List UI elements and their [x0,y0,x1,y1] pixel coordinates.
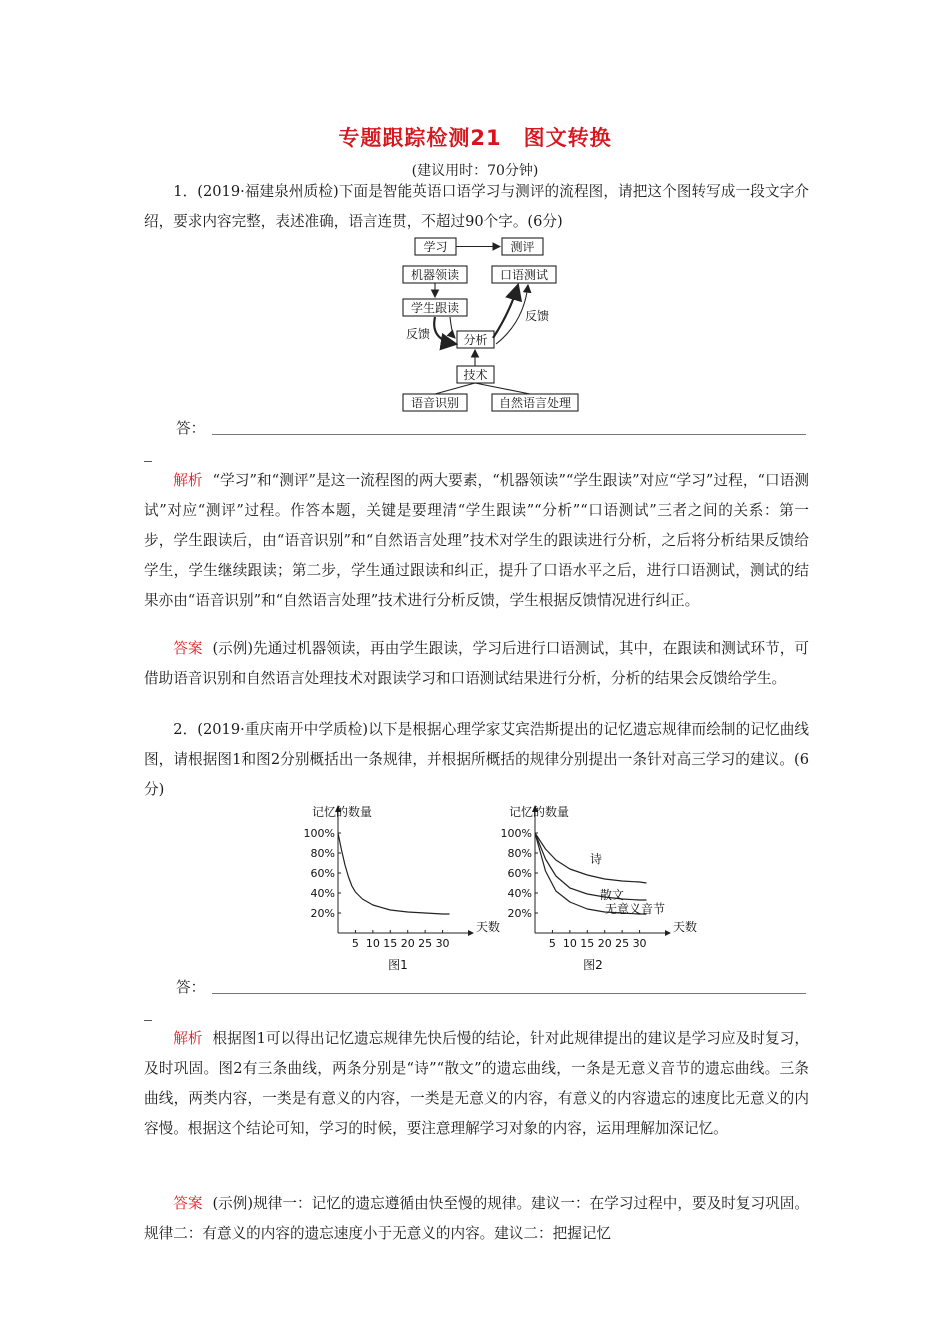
x-tick-label: 15 [383,937,398,950]
y-tick-label: 100% [303,827,335,840]
analysis-text-1: “学习”和“测评”是这一流程图的两大要素，“机器领读”“学生跟读”对应“学习”过程，“口语测试”对应“测评”过程。作答本题，关键是要理清“学生跟读”“分析”“口语测试”三者之间的关系：第一步，学生跟读后，由“语音识别”和“自然语言处理”技术对学生的跟读进行分析，之后将分析结果反馈给学生，学生继续跟读；第二步，学生通过跟读和纠正，提升了口语水平之后，进行口语测试，测试的结果亦由“语音识别”和“自然语言处理”技术进行分析反馈，学生根据反馈情况进行纠正。 [144,472,809,609]
x-tick-label: 20 [400,937,415,950]
series-line [338,833,450,914]
y-tick-label: 60% [507,867,532,880]
answer-label-2: 答： [176,979,206,996]
y-tick-label: 100% [500,827,532,840]
x-tick-label: 30 [632,937,647,950]
series-label: 无意义音节 [605,902,666,916]
analysis-tag-2: 解析 [173,1030,203,1047]
x-tick-label: 25 [418,937,433,950]
page-title: 专题跟踪检测21 图文转换 [338,126,612,150]
feedback-left-label: 反馈 [405,327,431,341]
chart-figure-2 [497,800,697,980]
series-line [535,833,647,900]
nlp-label: 自然语言处理 [498,396,572,410]
answer-text-2: (示例)规律一：记忆的遗忘遵循由快至慢的规律。建议一：在学习过程中，要及时复习巩固。规律二：有意义的内容的遗忘速度小于无意义的内容。建议二：把握记忆 [144,1195,809,1242]
answer-tag-1: 答案 [173,640,203,657]
x-axis-arrow [468,930,474,936]
y-tick-label: 40% [507,887,532,900]
answer-text-1: (示例)先通过机器领读，再由学生跟读，学习后进行口语测试，其中，在跟读和测试环节，可借助语音识别和自然语言处理技术对跟读学习和口语测试结果进行分析，分析的结果会反馈给学生。 [144,640,809,687]
answer-2 [144,1189,809,1249]
x-axis-arrow [665,930,671,936]
answer-tag-2: 答案 [173,1195,203,1212]
y-tick-label: 20% [310,907,335,920]
student-read-label: 学生跟读 [410,301,460,315]
oral-test-label: 口语测试 [499,268,549,282]
x-tick-label: 10 [562,937,577,950]
x-tick-label: 5 [548,937,556,950]
x-axis-title: 天数 [672,920,697,934]
chart-caption: 图1 [388,958,408,972]
answer-label-1: 答： [176,420,206,437]
analysis-label: 分析 [463,333,488,347]
x-tick-label: 25 [615,937,630,950]
question-2-stem: 2．(2019·重庆南开中学质检)以下是根据心理学家艾宾浩斯提出的记忆遗忘规律而绘制的记忆曲线图，请根据图1和图2分别概括出一条规律，并根据所概括的规律分别提出一条针对高三学习的建议。(6分) [144,721,809,798]
chart-figure-1 [300,800,500,980]
y-axis-title: 记忆的数量 [508,805,570,819]
question-1-stem: 1．(2019·福建泉州质检)下面是智能英语口语学习与测评的流程图，请把这个图转写成一段文字介绍，要求内容完整，表述准确，语言连贯，不超过90个字。(6分) [144,183,809,230]
analysis-2 [144,1024,809,1144]
x-tick-label: 10 [365,937,380,950]
analysis-text-2: 根据图1可以得出记忆遗忘规律先快后慢的结论，针对此规律提出的建议是学习应及时复习，及时巩固。图2有三条曲线，两条分别是“诗”“散文”的遗忘曲线，一条是无意义音节的遗忘曲线。三条曲线，两类内容，一类是有意义的内容，一类是无意义的内容，有意义的内容遗忘的速度比无意义的内容慢。根据这个结论可知，学习的时候，要注意理解学习对象的内容，运用理解加深记忆。 [144,1030,809,1137]
series-label: 诗 [590,852,603,866]
chart-caption: 图2 [583,958,603,972]
answer-line-2 [212,993,806,994]
y-tick-label: 20% [507,907,532,920]
page-subtitle: (建议用时：70分钟) [411,163,539,179]
answer-line-1 [212,434,806,435]
series-label: 散文 [600,888,625,902]
analysis-1 [144,466,809,616]
answer-dash-1 [144,461,152,462]
feedback-right-label: 反馈 [524,309,550,323]
y-axis-title: 记忆的数量 [311,805,373,819]
x-tick-label: 30 [435,937,450,950]
analysis-tag-1: 解析 [173,472,203,489]
machine-read-label: 机器领读 [410,268,460,282]
flowchart-diagram [390,232,590,414]
y-tick-label: 60% [310,867,335,880]
x-tick-label: 5 [351,937,359,950]
test-label: 测评 [510,240,535,254]
speech-rec-label: 语音识别 [410,396,460,410]
y-tick-label: 40% [310,887,335,900]
x-tick-label: 20 [597,937,612,950]
learn-label: 学习 [423,240,448,254]
tech-label: 技术 [463,368,488,382]
x-tick-label: 15 [580,937,595,950]
answer-1 [144,634,809,694]
y-tick-label: 80% [507,847,532,860]
y-tick-label: 80% [310,847,335,860]
x-axis-title: 天数 [475,920,500,934]
answer-dash-2 [144,1020,152,1021]
